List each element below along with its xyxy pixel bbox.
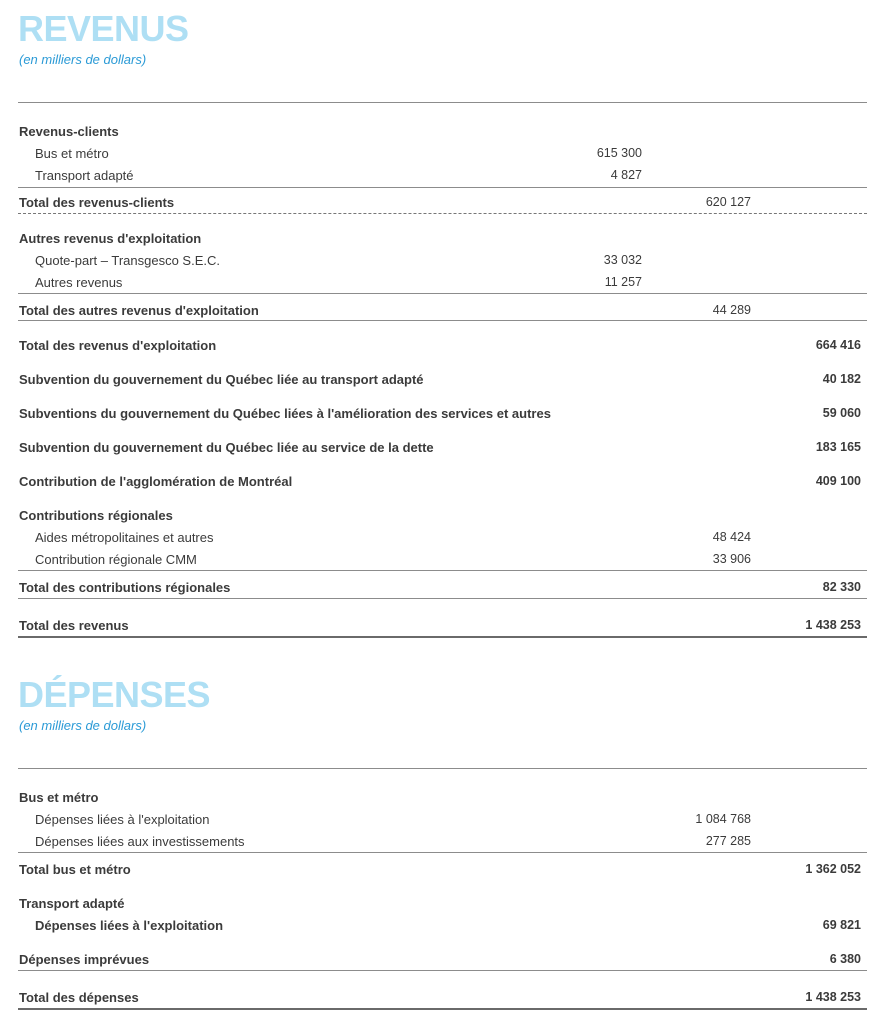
row-label: Dépenses liées à l'exploitation — [35, 918, 224, 933]
total-value: 620 127 — [705, 195, 751, 209]
line-label: Subvention du gouvernement du Québec liée au service de la dette — [19, 440, 434, 455]
total-label: Total des revenus-clients — [19, 195, 175, 210]
divider — [18, 970, 867, 971]
total-label: Total bus et métro — [19, 862, 131, 877]
section-header-bus-metro: Bus et métro — [19, 790, 99, 805]
row-label: Contribution régionale CMM — [35, 552, 197, 567]
divider — [18, 320, 867, 321]
depenses-title: DÉPENSES — [18, 674, 211, 715]
total-revenus-label: Total des revenus — [19, 618, 129, 633]
divider — [18, 598, 867, 599]
row-label: Transport adapté — [35, 168, 134, 183]
row-label: Dépenses liées à l'exploitation — [35, 812, 210, 827]
top-rule — [18, 768, 867, 769]
row-value: 69 821 — [822, 918, 861, 932]
section-header-contributions-regionales: Contributions régionales — [19, 508, 173, 523]
total-revenus-value: 1 438 253 — [805, 618, 861, 632]
revenus-subtitle: (en milliers de dollars) — [19, 52, 147, 67]
row-value: 48 424 — [712, 530, 751, 544]
total-depenses-value: 1 438 253 — [805, 990, 861, 1004]
line-label: Contribution de l'agglomération de Montréal — [19, 474, 293, 489]
divider — [18, 852, 867, 853]
thick-divider — [18, 636, 867, 638]
row-label: Bus et métro — [35, 146, 109, 161]
section-header-autres-revenus: Autres revenus d'exploitation — [19, 231, 202, 246]
row-value: 1 084 768 — [695, 812, 751, 826]
line-value: 409 100 — [815, 474, 861, 488]
row-value: 615 300 — [596, 146, 642, 160]
depenses-imprevues-value: 6 380 — [829, 952, 861, 966]
section-header-revenus-clients: Revenus-clients — [19, 124, 119, 139]
row-value: 33 032 — [603, 253, 642, 267]
row-value: 33 906 — [712, 552, 751, 566]
row-label: Dépenses liées aux investissements — [35, 834, 245, 849]
total-depenses-label: Total des dépenses — [19, 990, 139, 1005]
row-label: Autres revenus — [35, 275, 123, 290]
total-label: Total des contributions régionales — [19, 580, 231, 595]
dashed-divider — [18, 213, 867, 214]
divider — [18, 570, 867, 571]
total-value: 82 330 — [822, 580, 861, 594]
row-value: 277 285 — [705, 834, 751, 848]
line-label: Subvention du gouvernement du Québec liée au transport adapté — [19, 372, 424, 387]
divider — [18, 187, 867, 188]
total-value: 44 289 — [712, 303, 751, 317]
line-value: 59 060 — [822, 406, 861, 420]
total-label: Total des autres revenus d'exploitation — [19, 303, 259, 318]
row-label: Aides métropolitaines et autres — [35, 530, 214, 545]
total-value: 1 362 052 — [805, 862, 861, 876]
divider — [18, 293, 867, 294]
line-value: 40 182 — [822, 372, 861, 386]
total-revenus-exploitation-label: Total des revenus d'exploitation — [19, 338, 217, 353]
row-value: 4 827 — [610, 168, 642, 182]
total-revenus-exploitation-value: 664 416 — [815, 338, 861, 352]
depenses-imprevues-label: Dépenses imprévues — [19, 952, 150, 967]
row-value: 11 257 — [604, 275, 642, 289]
line-value: 183 165 — [815, 440, 861, 454]
revenus-title: REVENUS — [18, 8, 189, 49]
depenses-subtitle: (en milliers de dollars) — [19, 718, 147, 733]
thick-divider — [18, 1008, 867, 1010]
row-label: Quote-part – Transgesco S.E.C. — [35, 253, 220, 268]
section-header-transport-adapte: Transport adapté — [19, 896, 125, 911]
line-label: Subventions du gouvernement du Québec liées à l'amélioration des services et autres — [19, 406, 551, 421]
top-rule — [18, 102, 867, 103]
